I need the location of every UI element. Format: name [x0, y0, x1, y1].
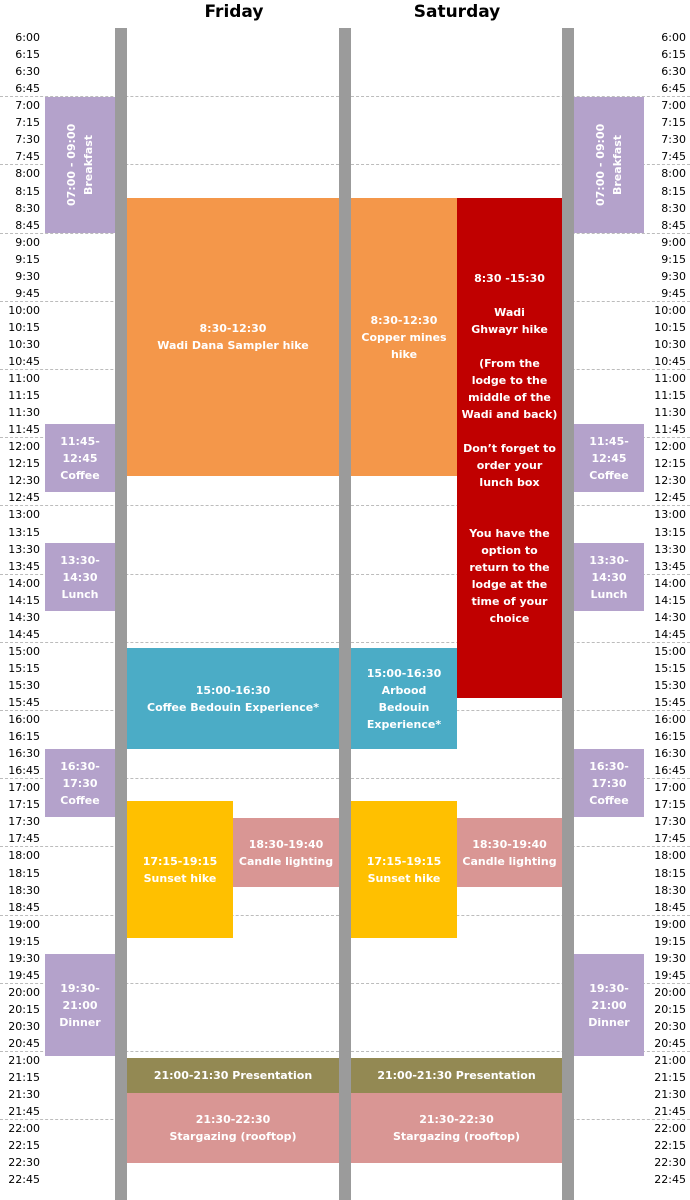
friday-candle-block[interactable] — [233, 818, 339, 887]
time-label-left: 18:45 — [8, 900, 40, 914]
saturday-candle-block[interactable] — [457, 818, 562, 887]
event-title: Copper mines hike — [361, 330, 447, 361]
time-label-right: 7:45 — [661, 150, 686, 164]
event-time: 21:30-22:30 — [195, 1113, 271, 1126]
breakfast-label: 07:00 - 09:00 Breakfast — [65, 123, 95, 207]
time-label-left: 20:00 — [8, 985, 40, 999]
time-label-left: 14:15 — [8, 593, 40, 607]
time-label-left: 7:45 — [15, 150, 40, 164]
time-label-left: 6:00 — [15, 31, 40, 44]
time-label-right: 7:00 — [661, 99, 686, 113]
time-label-left: 19:15 — [8, 934, 40, 948]
time-label-right: 12:00 — [654, 440, 686, 454]
day-header-saturday: Saturday — [413, 2, 501, 22]
time-label-right: 19:15 — [654, 934, 686, 948]
event-time: 11:45-12:45 — [589, 434, 629, 465]
event-title: Sunset hike — [143, 871, 217, 885]
time-label-right: 15:45 — [654, 696, 686, 709]
time-label-right: 9:15 — [661, 252, 686, 266]
time-label-left: 15:00 — [8, 644, 40, 658]
time-label-right: 9:00 — [661, 235, 686, 249]
time-label-right: 12:30 — [654, 474, 686, 488]
time-label-right: 19:00 — [654, 917, 686, 931]
friday-presentation-block[interactable] — [127, 1058, 339, 1093]
time-label-left: 13:45 — [8, 559, 40, 573]
event-title: Lunch — [590, 587, 628, 601]
event-title: Stargazing (rooftop) — [169, 1130, 297, 1143]
time-label-left: 17:15 — [8, 798, 40, 812]
time-label-right: 11:15 — [654, 389, 686, 403]
time-label-right: 10:30 — [654, 337, 686, 351]
time-label-left: 11:15 — [8, 389, 40, 403]
time-label-left: 12:00 — [8, 440, 40, 454]
event-note-route: (From the lodge to the middle of the Wadi and back) — [461, 356, 558, 421]
time-label-right: 13:30 — [654, 542, 686, 556]
time-label-right: 22:00 — [654, 1122, 686, 1136]
time-label-right: 15:30 — [654, 678, 686, 692]
time-label-left: 10:00 — [8, 303, 40, 317]
time-label-right: 20:00 — [654, 985, 686, 999]
time-label-left: 17:30 — [8, 815, 40, 829]
lunch-block-right[interactable] — [574, 543, 644, 611]
time-label-left: 20:45 — [8, 1037, 40, 1050]
time-label-right: 16:45 — [654, 764, 686, 778]
event-note-return: You have the option to return to the lodge at the time of your choice — [469, 526, 550, 625]
time-label-right: 21:45 — [654, 1105, 686, 1119]
time-label-left: 11:30 — [8, 406, 40, 420]
friday-hike-block[interactable] — [127, 198, 339, 476]
time-label-right: 10:00 — [654, 303, 686, 317]
time-label-right: 17:30 — [654, 815, 686, 829]
time-label-left: 19:45 — [8, 968, 40, 982]
time-label-right: 14:15 — [654, 593, 686, 607]
time-label-left: 19:00 — [8, 917, 40, 931]
time-label-left: 22:30 — [8, 1156, 40, 1170]
event-title: Dinner — [59, 1015, 101, 1029]
time-label-right: 8:45 — [661, 218, 686, 232]
time-label-right: 22:30 — [654, 1156, 686, 1170]
event-time: 13:30-14:30 — [589, 553, 629, 584]
time-label-right: 17:45 — [654, 832, 686, 846]
event-title: Coffee — [60, 468, 100, 482]
breakfast-block-left[interactable] — [45, 97, 115, 233]
time-label-left: 18:30 — [8, 883, 40, 897]
time-label-right: 22:45 — [654, 1173, 686, 1187]
time-label-right: 15:15 — [654, 661, 686, 675]
column-divider — [115, 28, 127, 1200]
lunch-block-left[interactable] — [45, 543, 115, 611]
time-label-right: 10:45 — [654, 354, 686, 368]
saturday-arbood-experience-block[interactable] — [351, 648, 457, 749]
time-label-left: 10:15 — [8, 320, 40, 334]
event-title: Sunset hike — [367, 871, 441, 885]
column-divider — [562, 28, 574, 1200]
event-title: Candle lighting — [462, 854, 557, 868]
time-label-left: 16:30 — [8, 747, 40, 761]
saturday-presentation-block[interactable] — [351, 1058, 562, 1093]
time-label-left: 11:45 — [8, 423, 40, 437]
time-label-left: 14:30 — [8, 610, 40, 624]
event-time: 15:00-16:30 — [366, 666, 442, 680]
event-title: Lunch — [61, 587, 99, 601]
time-label-left: 12:30 — [8, 474, 40, 488]
friday-stargazing-block[interactable] — [127, 1093, 339, 1163]
time-label-right: 7:15 — [661, 116, 686, 130]
time-label-right: 8:15 — [661, 184, 686, 198]
breakfast-label: 07:00 - 09:00 Breakfast — [594, 123, 624, 207]
event-title: Candle lighting — [238, 854, 334, 868]
time-label-right: 14:00 — [654, 576, 686, 590]
time-label-right: 21:00 — [654, 1054, 686, 1067]
time-label-left: 6:45 — [15, 82, 40, 96]
time-label-left: 13:15 — [8, 525, 40, 539]
time-label-right: 13:15 — [654, 525, 686, 539]
column-divider — [339, 28, 351, 1200]
time-label-right: 6:15 — [661, 48, 686, 61]
time-label-left: 17:45 — [8, 832, 40, 846]
time-label-right: 10:15 — [654, 320, 686, 334]
event-title: 21:00-21:30 Presentation — [377, 1069, 536, 1082]
time-label-left: 6:15 — [15, 48, 40, 61]
time-label-right: 21:30 — [654, 1088, 686, 1102]
event-title: Coffee — [60, 793, 100, 807]
time-label-left: 12:15 — [8, 457, 40, 471]
time-label-left: 12:45 — [8, 491, 40, 505]
time-label-right: 21:15 — [654, 1071, 686, 1084]
day-header-friday: Friday — [204, 2, 264, 22]
time-label-left: 11:00 — [8, 372, 40, 385]
event-title: Coffee Bedouin Experience* — [147, 700, 319, 714]
time-label-left: 15:30 — [8, 678, 40, 692]
time-label-left: 7:00 — [15, 99, 40, 113]
time-label-right: 16:00 — [654, 713, 686, 726]
time-label-right: 19:30 — [654, 951, 686, 965]
time-label-right: 20:45 — [654, 1037, 686, 1050]
time-label-left: 8:30 — [15, 201, 40, 215]
event-time: 21:30-22:30 — [419, 1113, 494, 1126]
saturday-stargazing-block[interactable] — [351, 1093, 562, 1163]
time-label-left: 10:30 — [8, 337, 40, 351]
event-time: 17:15-19:15 — [366, 854, 442, 868]
time-label-right: 9:30 — [661, 269, 686, 283]
friday-coffee-experience-block[interactable] — [127, 648, 339, 749]
event-time: 8:30-12:30 — [370, 313, 438, 327]
coffee-afternoon-block-right[interactable] — [574, 749, 644, 817]
time-label-right: 16:30 — [654, 747, 686, 761]
time-label-left: 22:15 — [8, 1139, 40, 1153]
time-label-right: 11:30 — [654, 406, 686, 420]
time-label-left: 18:15 — [8, 866, 40, 880]
time-label-left: 14:00 — [8, 576, 40, 590]
event-time: 11:45-12:45 — [60, 434, 100, 465]
time-label-left: 19:30 — [8, 951, 40, 965]
time-label-left: 9:30 — [15, 269, 40, 283]
time-label-left: 21:30 — [8, 1088, 40, 1102]
coffee-morning-block-right[interactable] — [574, 424, 644, 492]
time-label-left: 15:45 — [8, 696, 40, 709]
time-label-left: 15:15 — [8, 661, 40, 675]
time-label-left: 21:15 — [8, 1071, 40, 1084]
event-time: 16:30-17:30 — [589, 759, 629, 790]
time-label-right: 6:45 — [661, 82, 686, 96]
time-label-left: 22:45 — [8, 1173, 40, 1187]
event-time: 17:15-19:15 — [142, 854, 218, 868]
time-label-right: 19:45 — [654, 968, 686, 982]
time-label-left: 9:45 — [15, 286, 40, 300]
time-label-right: 12:15 — [654, 457, 686, 471]
event-title-line-1: Wadi — [494, 305, 525, 319]
time-label-right: 20:15 — [654, 1002, 686, 1016]
event-title: Coffee — [589, 468, 629, 482]
time-label-right: 15:00 — [654, 644, 686, 658]
time-label-right: 17:15 — [654, 798, 686, 812]
time-label-right: 18:15 — [654, 866, 686, 880]
saturday-wadi-hike-block[interactable] — [457, 198, 562, 698]
event-time: 13:30-14:30 — [60, 553, 100, 584]
time-label-right: 6:00 — [661, 31, 686, 44]
time-label-right: 9:45 — [661, 286, 686, 300]
time-label-left: 7:30 — [15, 133, 40, 147]
time-label-right: 7:30 — [661, 133, 686, 147]
time-label-left: 6:30 — [15, 65, 40, 79]
time-label-left: 13:30 — [8, 542, 40, 556]
event-time: 19:30-21:00 — [589, 981, 629, 1012]
time-label-left: 16:00 — [8, 713, 40, 726]
time-label-left: 20:15 — [8, 1002, 40, 1016]
time-label-left: 9:00 — [15, 235, 40, 249]
time-label-left: 21:00 — [8, 1054, 40, 1067]
event-time: 18:30-19:40 — [472, 837, 547, 851]
event-title: Wadi Dana Sampler hike — [157, 339, 309, 352]
breakfast-block-right[interactable] — [574, 97, 644, 233]
time-label-left: 8:15 — [15, 184, 40, 198]
coffee-morning-block-left[interactable] — [45, 424, 115, 492]
time-label-right: 13:00 — [654, 508, 686, 522]
event-title: Stargazing (rooftop) — [392, 1130, 521, 1143]
time-label-right: 18:45 — [654, 900, 686, 914]
event-title: Dinner — [588, 1015, 630, 1029]
time-label-right: 11:00 — [654, 372, 686, 385]
time-label-right: 6:30 — [661, 65, 686, 79]
event-time: 8:30-12:30 — [199, 322, 267, 335]
time-label-left: 10:45 — [8, 354, 40, 368]
time-label-left: 18:00 — [8, 849, 40, 863]
event-note-lunch-box: Don’t forget to order your lunch box — [463, 441, 556, 489]
time-label-right: 11:45 — [654, 423, 686, 437]
event-title-line-2: Ghwayr hike — [471, 322, 548, 336]
event-time: 8:30 -15:30 — [474, 271, 545, 285]
time-label-left: 17:00 — [8, 781, 40, 795]
time-label-right: 14:30 — [654, 610, 686, 624]
time-label-left: 7:15 — [15, 116, 40, 130]
time-label-left: 8:45 — [15, 218, 40, 232]
time-label-left: 14:45 — [8, 627, 40, 641]
time-label-left: 9:15 — [15, 252, 40, 266]
time-label-left: 20:30 — [8, 1019, 40, 1033]
event-title: 21:00-21:30 Presentation — [153, 1069, 313, 1082]
event-title: Coffee — [589, 793, 629, 807]
time-label-right: 12:45 — [654, 491, 686, 505]
event-time: 16:30-17:30 — [60, 759, 100, 790]
time-label-left: 16:45 — [8, 764, 40, 778]
time-label-right: 18:00 — [654, 849, 686, 863]
time-label-left: 13:00 — [8, 508, 40, 522]
event-time: 19:30-21:00 — [60, 981, 100, 1012]
friday-sunset-hike-block[interactable] — [127, 801, 233, 938]
saturday-sunset-hike-block[interactable] — [351, 801, 457, 938]
time-label-right: 17:00 — [654, 781, 686, 795]
coffee-afternoon-block-left[interactable] — [45, 749, 115, 817]
time-label-right: 13:45 — [654, 559, 686, 573]
time-label-right: 8:30 — [661, 201, 686, 215]
event-time: 15:00-16:30 — [195, 683, 271, 697]
dinner-block-left[interactable] — [45, 954, 115, 1056]
saturday-copper-hike-block[interactable] — [351, 198, 457, 476]
time-label-left: 8:00 — [15, 167, 40, 181]
time-label-right: 16:15 — [654, 730, 686, 744]
event-title: Arbood Bedouin Experience* — [366, 683, 442, 731]
time-label-right: 8:00 — [661, 167, 686, 181]
time-label-right: 18:30 — [654, 883, 686, 897]
time-label-right: 22:15 — [654, 1139, 686, 1153]
time-label-right: 20:30 — [654, 1019, 686, 1033]
time-label-left: 22:00 — [8, 1122, 40, 1136]
time-label-left: 16:15 — [8, 730, 40, 744]
time-label-right: 14:45 — [654, 627, 686, 641]
event-time: 18:30-19:40 — [248, 837, 324, 851]
time-label-left: 21:45 — [8, 1105, 40, 1119]
dinner-block-right[interactable] — [574, 954, 644, 1056]
